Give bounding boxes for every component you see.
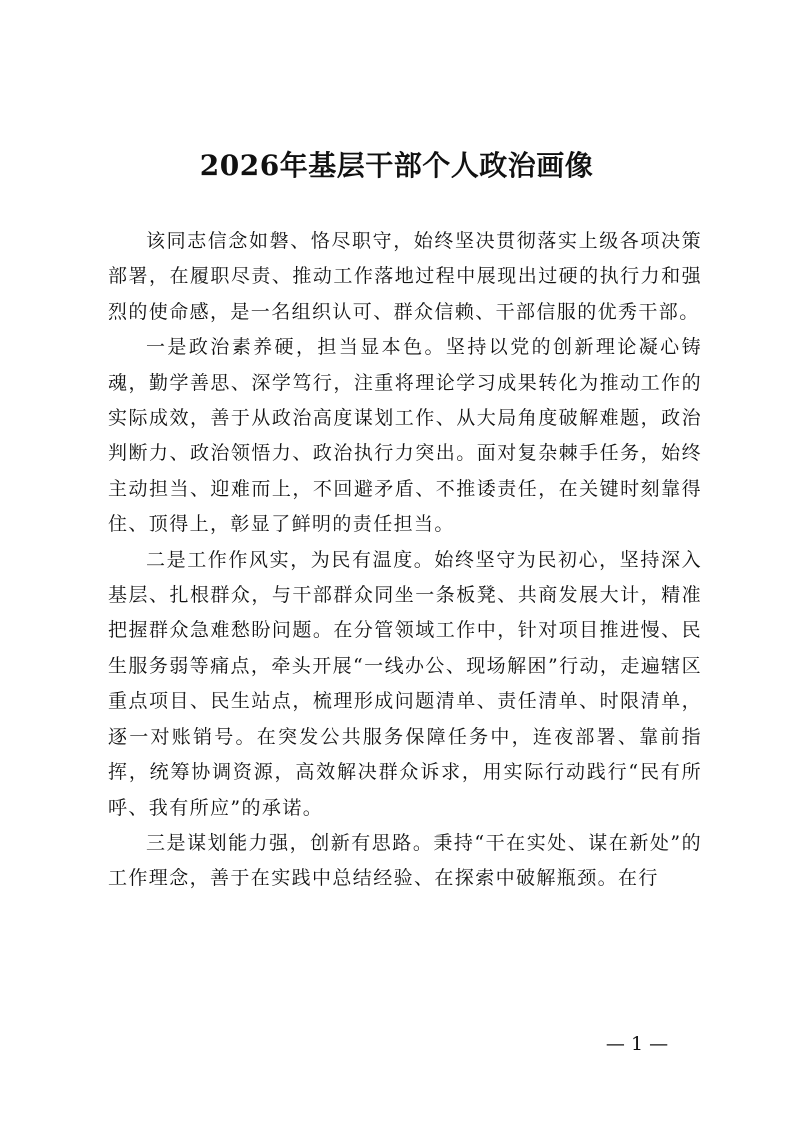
point-one-lead: 一是 [146, 336, 189, 359]
point-two-paragraph [108, 543, 702, 826]
point-one-text: 政治素养硬，担当显本色。坚持以党的创新理论凝心铸魂，勤学善思、深学笃行，注重将理论学习成果转化为推动工作的实际成效，善于从政治高度谋划工作、从大局角度破解难题，政治判断力、政治领悟力、政治执行力突出。面对复杂棘手任务，始终主动担当、迎难而上，不回避矛盾、不推诿责任，在关键时刻靠得住、顶得上，彰显了鲜明的责任担当。 [108, 336, 702, 536]
point-one-paragraph [108, 330, 702, 542]
document-title: 2026年基层干部个人政治画像 [199, 149, 594, 182]
point-three-lead: 三是 [146, 831, 188, 854]
page-number: — 1 — [605, 1033, 669, 1055]
intro-paragraph [108, 224, 702, 330]
document-body [108, 224, 702, 897]
point-three-text: 谋划能力强，创新有思路。秉持“干在实处、谋在新处”的工作理念，善于在实践中总结经验、在探索中破解瓶颈。在行 [108, 831, 703, 890]
point-two-text: 工作作风实，为民有温度。始终坚守为民初心，坚持深入基层、扎根群众，与干部群众同坐一条板凳、共商发展大计，精准把握群众急难愁盼问题。在分管领域工作中，针对项目推进慢、民生服务弱等痛点，牵头开展“一线办公、现场解困”行动，走遍辖区重点项目、民生站点，梳理形成问题清单、责任清单、时限清单，逐一对账销号。在突发公共服务保障任务中，连夜部署、靠前指挥，统筹协调资源，高效解决群众诉求，用实际行动践行“民有所呼、我有所应”的承诺。 [108, 548, 702, 819]
point-two-lead: 二是 [146, 548, 188, 571]
point-three-paragraph [108, 826, 702, 897]
intro-text: 该同志信念如磐、恪尽职守，始终坚决贯彻落实上级各项决策部署，在履职尽责、推动工作落地过程中展现出过硬的执行力和强烈的使命感，是一名组织认可、群众信赖、干部信服的优秀干部。 [108, 230, 702, 323]
